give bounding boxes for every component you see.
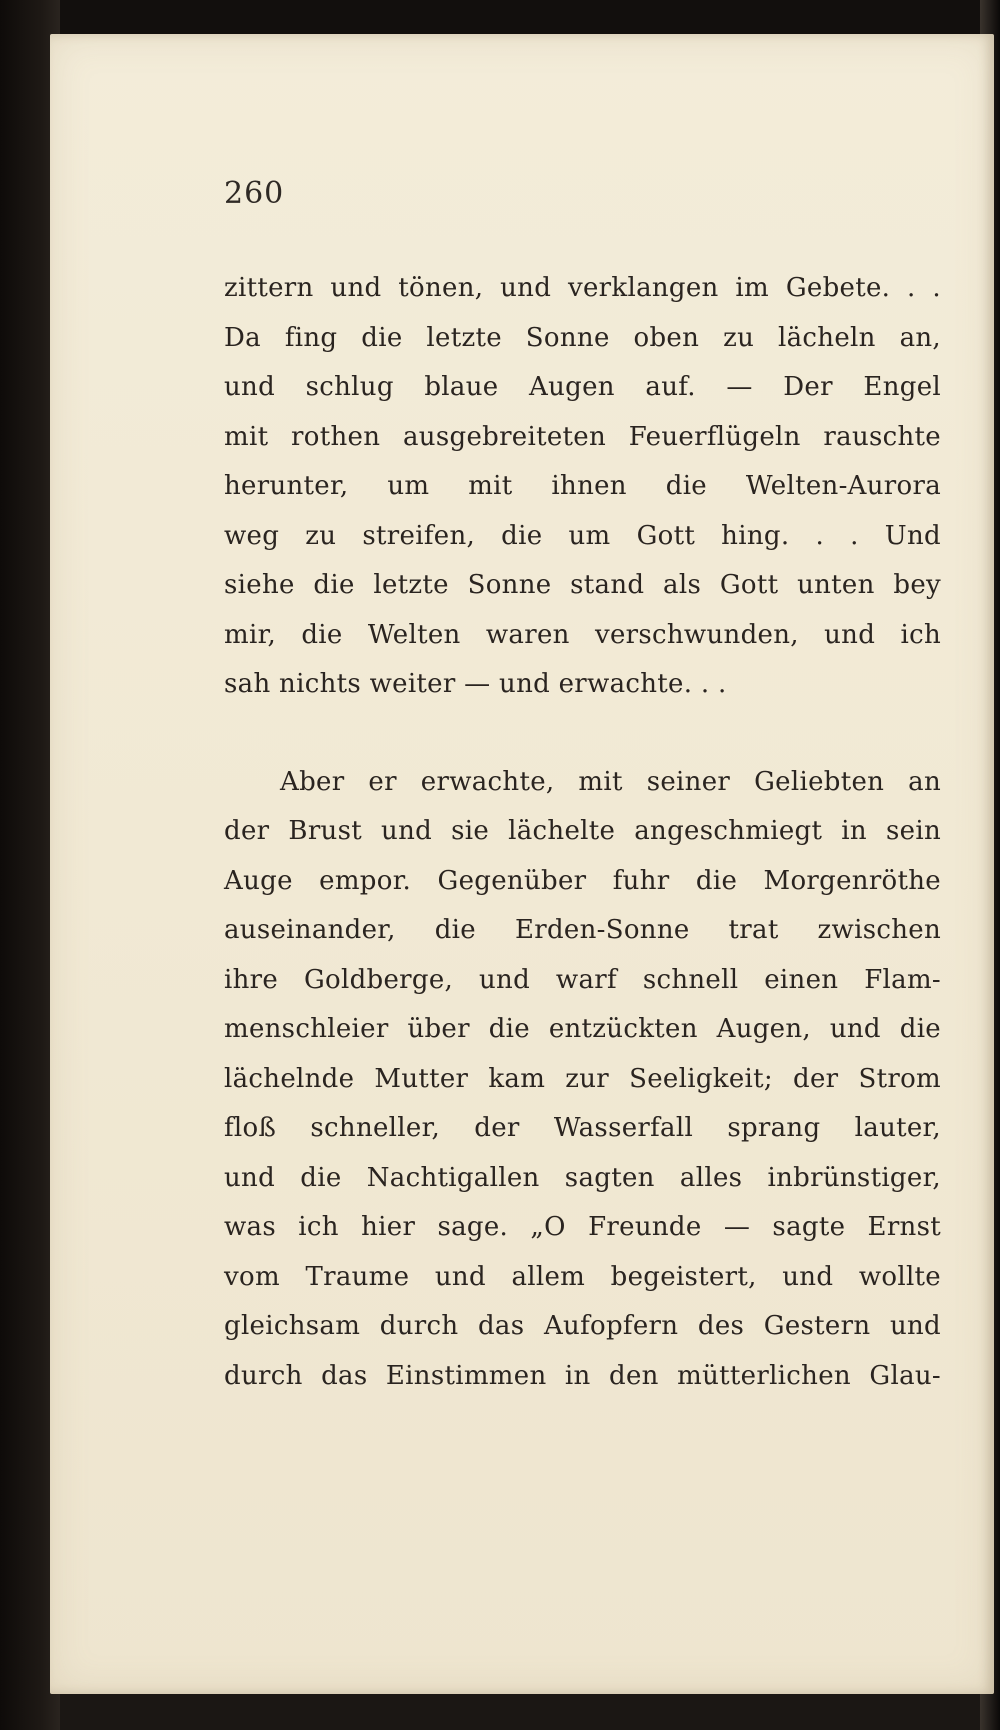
text-line: vom Traume und allem begeistert, und wollte (224, 1261, 941, 1292)
page-number: 260 (224, 176, 285, 211)
text-line: siehe die letzte Sonne stand als Gott unten bey (224, 570, 941, 600)
text-line: menschleier über die entzückten Augen, und die (224, 1014, 941, 1044)
text-line: floß schneller, der Wasserfall sprang lauter, (224, 1113, 941, 1143)
text-line: auseinander, die Erden-Sonne trat zwischen (224, 915, 941, 945)
text-line: zittern und tönen, und verklangen im Gebete. . . (224, 273, 941, 303)
text-line: lächelnde Mutter kam zur Seeligkeit; der Strom (224, 1063, 941, 1094)
text-line: weg zu streifen, die um Gott hing. . . Und (224, 520, 941, 551)
paragraph-1 (224, 264, 941, 710)
text-line: herunter, um mit ihnen die Welten-Aurora (224, 471, 941, 501)
text-line: Da fing die letzte Sonne oben zu lächeln an, (224, 322, 941, 353)
text-line: und schlug blaue Augen auf. — Der Engel (224, 372, 941, 402)
text-line: Aber er erwachte, mit seiner Geliebten an (280, 766, 941, 797)
book-page (50, 34, 994, 1694)
text-line: mir, die Welten waren verschwunden, und ich (224, 619, 941, 650)
text-line: gleichsam durch das Aufopfern des Gestern und (224, 1311, 941, 1341)
text-line: der Brust und sie lächelte angeschmiegt in sein (224, 816, 941, 846)
text-line: ihre Goldberge, und warf schnell einen Flam- (224, 964, 941, 995)
paragraph-2 (224, 758, 941, 1402)
text-line: und die Nachtigallen sagten alles inbrünstiger, (224, 1162, 941, 1193)
page-body-text (224, 264, 941, 1401)
text-line: was ich hier sage. „O Freunde — sagte Ernst (224, 1212, 941, 1242)
text-line: mit rothen ausgebreiteten Feuerflügeln rauschte (224, 421, 941, 452)
text-line: sah nichts weiter — und erwachte. . . (224, 669, 727, 699)
book-top-edge (60, 0, 980, 36)
text-line: durch das Einstimmen in den mütterlichen Glau- (224, 1360, 941, 1391)
text-line: Auge empor. Gegenüber fuhr die Morgenröthe (224, 865, 941, 896)
